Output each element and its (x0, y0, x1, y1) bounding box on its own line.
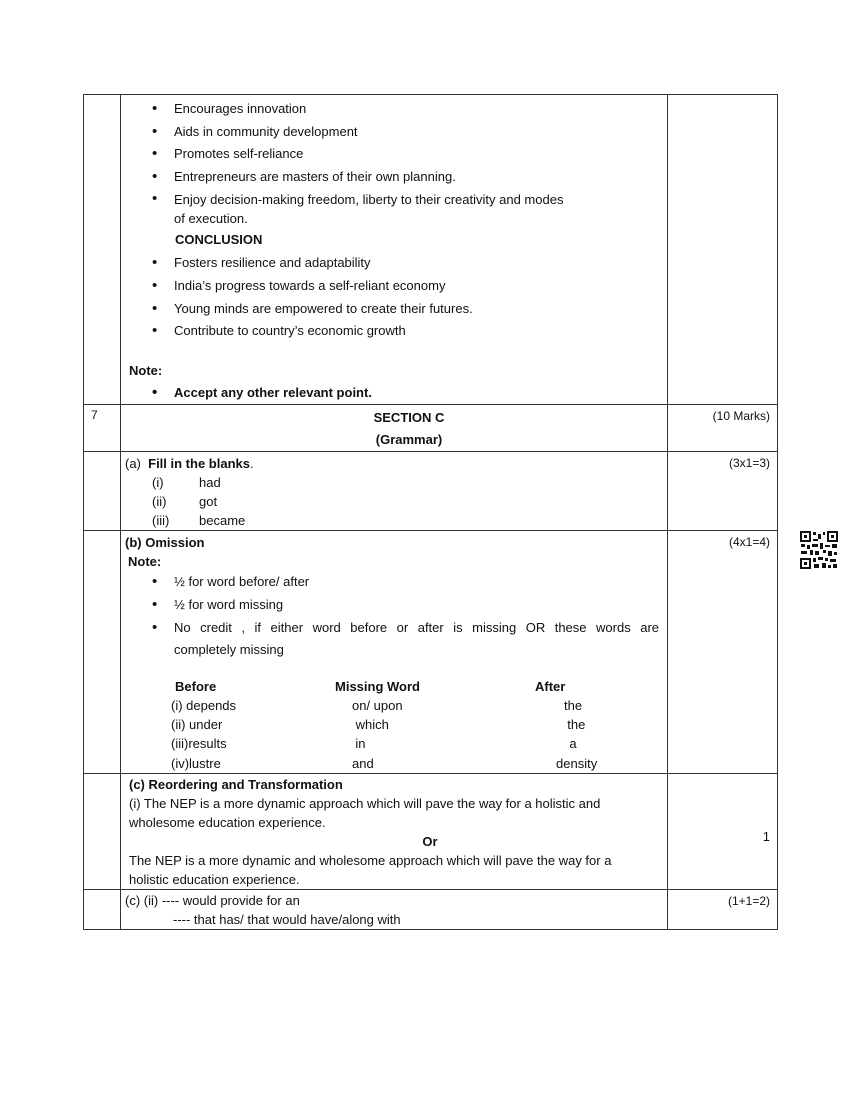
word-after: the (564, 697, 583, 713)
rule-item: • ½ for word before/ after (121, 571, 667, 594)
word-after: density (556, 755, 598, 771)
conclusion-heading: CONCLUSION (175, 232, 263, 248)
missing-word: in (355, 736, 366, 752)
blank-number: (i) (152, 475, 164, 491)
word-before: (i) depends (171, 697, 237, 713)
omission-note-label: Note: (128, 554, 162, 570)
bullet-line: of execution. (174, 211, 248, 227)
answer-key-table (83, 94, 778, 930)
answer-line: holistic education experience. (129, 871, 300, 887)
omission-answer-row (121, 715, 667, 734)
header-before: Before (175, 678, 217, 694)
rule-line: • No credit , if either word before or after is missing OR these words are (174, 619, 659, 635)
bullet-item: • Encourages innovation (121, 98, 667, 121)
answer-line: wholesome education experience. (129, 814, 326, 830)
word-before: (iii)results (171, 736, 227, 752)
rule-line: completely missing (174, 642, 284, 658)
section-marks: (10 Marks) (668, 405, 778, 452)
bullet-item: • Contribute to country’s economic growth (121, 320, 667, 343)
section-c-row (84, 405, 778, 452)
note-bullet-list (121, 382, 667, 405)
omission-answer-table (121, 677, 667, 773)
omission-answer-row (121, 734, 667, 753)
missing-word: which (355, 717, 389, 733)
note-label: Note: (129, 362, 163, 378)
section-title: SECTION C (373, 410, 445, 426)
header-after: After (535, 678, 566, 694)
blank-answer (121, 492, 667, 511)
question-number: 7 (84, 405, 121, 452)
section-title-cell (121, 405, 668, 452)
reordering-row (84, 773, 778, 889)
answer-line: ---- that has/ that would have/along with (173, 911, 401, 927)
fill-blanks-tag: (a) (125, 456, 141, 472)
reordering-cell (121, 773, 668, 889)
qno-cell-empty (84, 531, 121, 773)
blank-value: became (199, 513, 246, 529)
blank-number: (ii) (152, 494, 167, 510)
word-after: a (569, 736, 577, 752)
word-before: (ii) under (171, 717, 223, 733)
marks-cell-empty (668, 95, 778, 405)
bullet-item: • Promotes self-reliance (121, 143, 667, 166)
omission-row (84, 531, 778, 773)
fill-blanks-heading-line (121, 452, 667, 473)
bullet-item: • Young minds are empowered to create their futures. (121, 298, 667, 321)
part-c-ii-row (84, 889, 778, 929)
blank-value: got (199, 494, 218, 510)
part-c-ii-marks: (1+1=2) (668, 889, 778, 929)
blank-value: had (199, 475, 221, 491)
reordering-marks: 1 (668, 773, 778, 889)
qno-cell-empty (84, 889, 121, 929)
omission-cell (121, 531, 668, 773)
missing-word: on/ upon (352, 697, 403, 713)
answer-line: The NEP is a more dynamic and wholesome approach which will pave the way for a (129, 852, 612, 868)
bullet-item: • Fosters resilience and adaptability (121, 252, 667, 275)
header-missing: Missing Word (335, 678, 420, 694)
omission-answer-row (121, 754, 667, 773)
conclusion-bullet-list (121, 252, 667, 342)
intro-bullet-list (121, 98, 667, 228)
reordering-heading: (c) Reordering and Transformation (129, 776, 343, 792)
blank-answer (121, 511, 667, 530)
omission-heading: (b) Omission (125, 535, 205, 551)
omission-answer-row (121, 696, 667, 715)
fill-blanks-cell (121, 452, 668, 531)
omission-header-row (121, 677, 667, 696)
missing-word: and (352, 755, 374, 771)
continuation-row (84, 95, 778, 405)
bullet-item (121, 188, 667, 228)
note-point: • Accept any other relevant point. (121, 382, 667, 405)
bullet-item: • Entrepreneurs are masters of their own planning. (121, 166, 667, 189)
rule-item (121, 617, 667, 662)
omission-marks: (4x1=4) (668, 531, 778, 773)
fill-blanks-marks: (3x1=3) (668, 452, 778, 531)
blank-number: (iii) (152, 513, 170, 529)
qno-cell-empty (84, 452, 121, 531)
answer-line: (c) (ii) ---- would provide for an (125, 892, 300, 908)
section-subtitle: (Grammar) (375, 432, 443, 448)
bullet-line: • Enjoy decision-making freedom, liberty to their creativity and modes (174, 192, 564, 208)
part-c-ii-cell (121, 889, 668, 929)
qr-code-icon (799, 530, 839, 570)
fill-blanks-heading: Fill in the blanks (148, 456, 250, 472)
omission-rules (121, 571, 667, 661)
word-after: the (567, 717, 586, 733)
answer-line: (i) The NEP is a more dynamic approach which will pave the way for a holistic and (129, 795, 601, 811)
blank-answer (121, 473, 667, 492)
or-separator: Or (422, 833, 438, 849)
bullet-item: • India’s progress towards a self-reliant economy (121, 275, 667, 298)
qno-cell-empty (84, 95, 121, 405)
fill-blanks-period: . (249, 456, 254, 472)
bullet-item: • Aids in community development (121, 121, 667, 144)
word-before: (iv)lustre (171, 755, 221, 771)
qno-cell-empty (84, 773, 121, 889)
rule-item: • ½ for word missing (121, 594, 667, 617)
content-cell (121, 95, 668, 405)
fill-blanks-row (84, 452, 778, 531)
